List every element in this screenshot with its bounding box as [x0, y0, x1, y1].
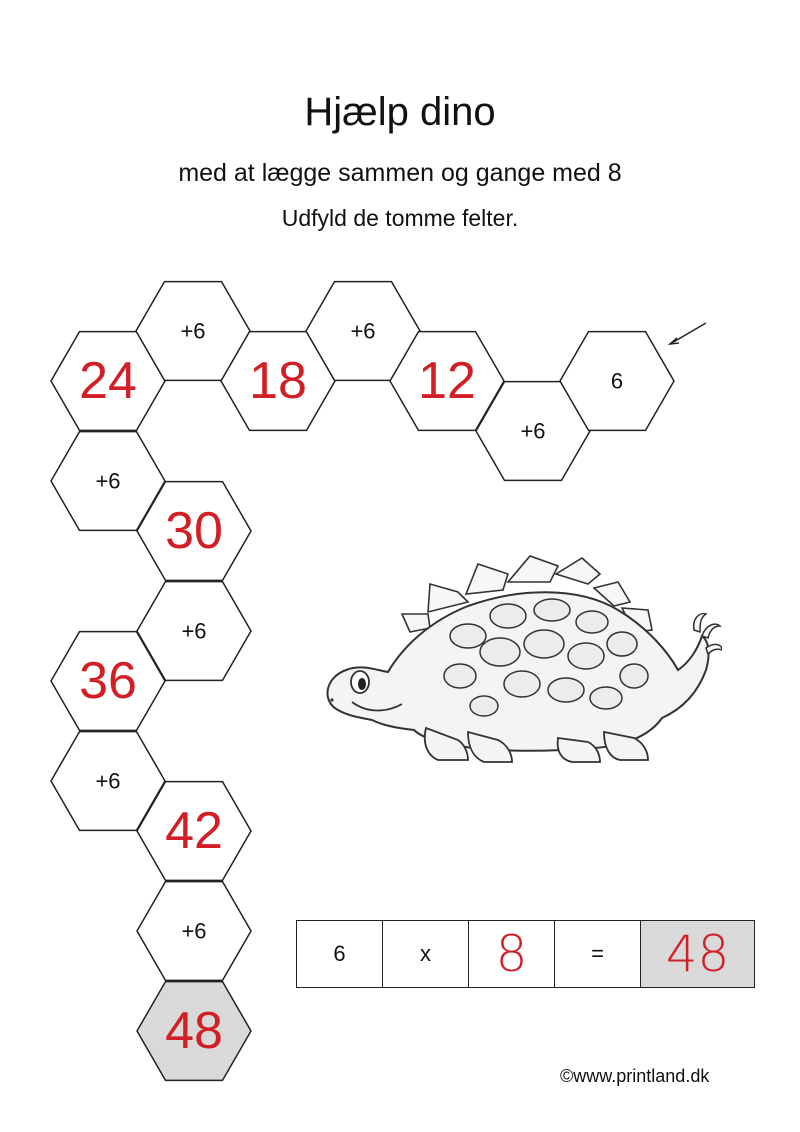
hexagon-label: +6 [95, 768, 121, 794]
hexagon-answer: 42 [165, 802, 223, 860]
instruction-text: Udfyld de tomme felter. [281, 205, 519, 231]
hexagon-label: 6 [610, 368, 624, 394]
hexagon-answer: 24 [79, 352, 137, 410]
equation-cell-result[interactable]: 48 [641, 921, 754, 987]
equation-cell-operator: x [383, 921, 469, 987]
equation-table [296, 920, 755, 988]
page-subtitle: med at lægge sammen og gange med 8 [178, 159, 622, 187]
hexagon-cell[interactable] [137, 982, 251, 1081]
equation-cell-multiplier[interactable]: 8 [469, 921, 555, 987]
hexagon-label: +6 [520, 418, 546, 444]
hexagon-label: +6 [181, 618, 207, 644]
equation-cell-equals: = [555, 921, 641, 987]
equation-cell-factor: 6 [297, 921, 383, 987]
hexagon-label: +6 [95, 468, 121, 494]
hexagon-cell [137, 882, 251, 981]
stegosaurus-dinosaur-icon [318, 552, 722, 772]
hexagon-label: +6 [181, 918, 207, 944]
hexagon-answer: 36 [79, 652, 137, 710]
hexagon-label: +6 [180, 318, 206, 344]
hexagon-label: +6 [350, 318, 376, 344]
hexagon-answer: 12 [418, 352, 476, 410]
arrow-pointer-icon [670, 323, 706, 344]
copyright-text: ©www.printland.dk [560, 1066, 710, 1086]
hexagon-answer: 48 [165, 1002, 223, 1060]
hexagon-answer: 18 [249, 352, 307, 410]
hexagon-answer: 30 [165, 502, 223, 560]
page-title: Hjælp dino [304, 90, 496, 134]
